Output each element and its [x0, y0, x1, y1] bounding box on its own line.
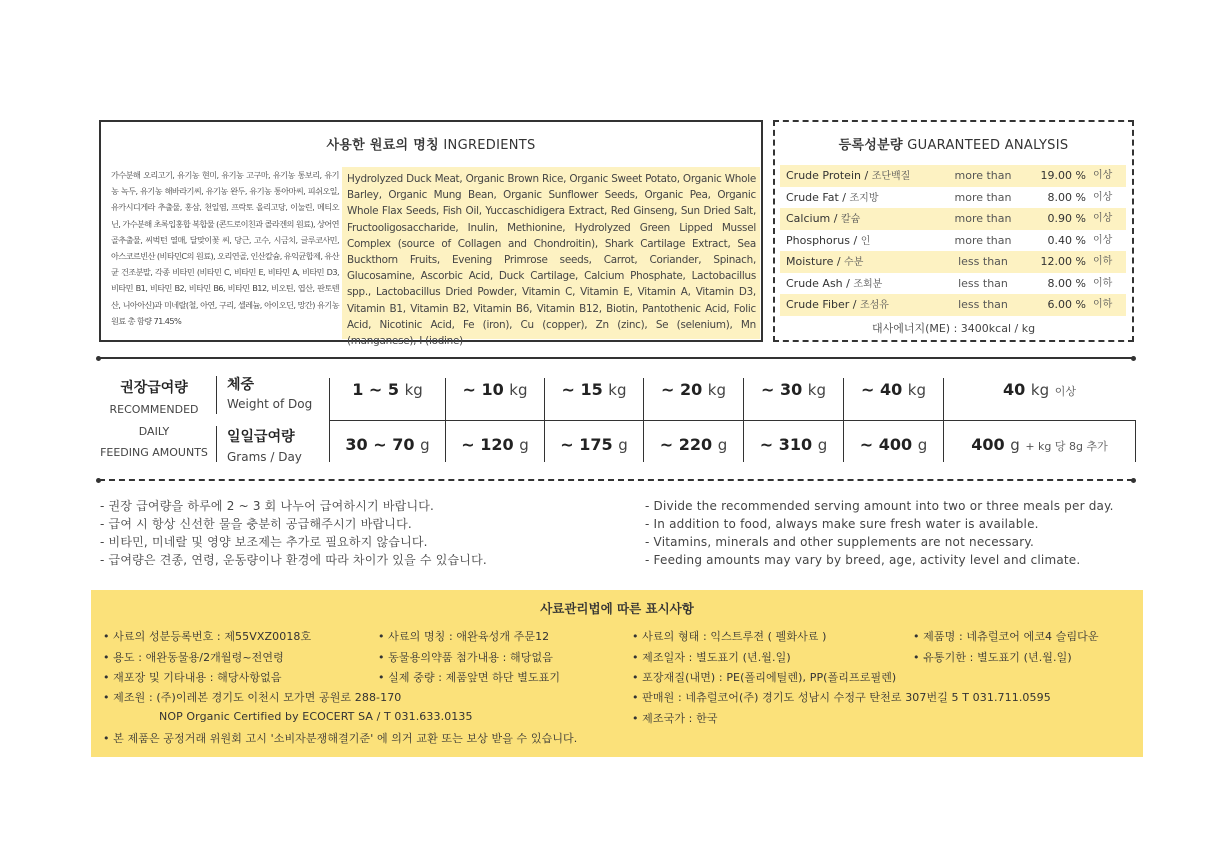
ingredients-title-ko: 사용한 원료의 명칭 — [326, 138, 439, 153]
analysis-unit: 이상 — [1093, 170, 1113, 181]
grams-cell: 30 ~ 70 g — [345, 435, 430, 454]
analysis-name: Crude Fat — [786, 190, 839, 204]
analysis-unit: 이하 — [1093, 256, 1113, 267]
weight-cell: ~ 15 kg — [561, 380, 627, 399]
label-item: • 동물용의약품 첨가내용 : 해당없음 — [378, 651, 553, 664]
separator-dot-right — [1131, 478, 1136, 483]
divider — [1135, 420, 1136, 462]
label-item: • 제조국가 : 한국 — [632, 712, 718, 725]
analysis-comparator: less than — [958, 276, 1008, 290]
guaranteed-analysis-box — [773, 120, 1134, 342]
analysis-name-ko: 조회분 — [853, 278, 883, 290]
analysis-name-ko: 인 — [860, 235, 871, 247]
label-item: • 재포장 및 기타내용 : 해당사항없음 — [103, 671, 282, 684]
analysis-unit: 이상 — [1093, 234, 1113, 246]
note-en: - Feeding amounts may vary by breed, age, activity level and climate. — [645, 553, 1081, 567]
analysis-value: 12.00 % — [1040, 255, 1086, 268]
analysis-title-en: GUARANTEED ANALYSIS — [907, 138, 1069, 153]
analysis-name: Crude Ash — [786, 276, 843, 290]
grams-cell: ~ 310 g — [759, 435, 828, 454]
label-item: • 유통기한 : 별도표기 (년.월.일) — [913, 651, 1072, 664]
analysis-table — [780, 165, 1126, 316]
separator-dot-right — [1131, 356, 1136, 361]
label-item: • 제조일자 : 별도표기 (년.월.일) — [632, 651, 791, 664]
label-item: • 사료의 형태 : 익스트루젼 ( 펠화사료 ) — [632, 630, 827, 643]
analysis-name-ko: 조지방 — [849, 192, 879, 204]
grams-cell: 400 g + kg 당 8g 추가 — [971, 435, 1108, 454]
label-item: • 사료의 명칭 : 애완육성개 주문12 — [378, 630, 550, 643]
analysis-value: 0.90 % — [1047, 212, 1086, 225]
note-ko: - 급여 시 항상 신선한 물을 충분히 공급해주시기 바랍니다. — [100, 517, 412, 531]
weight-cell: 1 ~ 5 kg — [352, 380, 423, 399]
note-ko: - 비타민, 미네랄 및 영양 보조제는 추가로 필요하지 않습니다. — [100, 535, 428, 549]
grams-cell: ~ 175 g — [560, 435, 628, 454]
analysis-value: 6.00 % — [1047, 298, 1086, 311]
analysis-name: Moisture — [786, 255, 834, 268]
analysis-name: Phosphorus — [786, 233, 850, 247]
label-item: NOP Organic Certified by ECOCERT SA / T 031.633.0135 — [159, 710, 473, 723]
label-item: • 판매원 : 네츄럴코어(주) 경기도 성남시 수정구 탄천로 307번길 5 T 031.711.0595 — [632, 691, 1051, 704]
separator-dashed — [99, 479, 1133, 481]
feeding-label-en-1: RECOMMENDED — [109, 403, 199, 416]
analysis-row: Crude Fat / 조지방 more than 8.00 % 이상 — [780, 187, 1126, 209]
label-item: • 제조원 : (주)이레본 경기도 이천시 모가면 공원로 288-170 — [103, 691, 402, 704]
analysis-row: Crude Fiber / 조섬유 less than 6.00 % 이하 — [780, 294, 1126, 316]
separator-solid — [99, 357, 1133, 359]
analysis-value: 19.00 % — [1040, 169, 1086, 182]
weight-cell: ~ 30 kg — [760, 380, 827, 399]
analysis-name: Calcium — [786, 212, 831, 225]
ingredients-title — [101, 134, 761, 153]
label-item: • 본 제품은 공정거래 위원회 고시 '소비자분쟁해결기준' 에 의거 교환 또는 보상 받을 수 있습니다. — [103, 732, 578, 745]
analysis-row: Crude Protein / 조단백질 more than 19.00 % 이상 — [780, 165, 1126, 187]
weight-label-en: Weight of Dog — [227, 397, 313, 411]
analysis-name: Crude Fiber — [786, 298, 850, 311]
analysis-value: 8.00 % — [1047, 276, 1086, 290]
analysis-comparator: more than — [954, 212, 1012, 225]
analysis-name-ko: 조섬유 — [859, 300, 889, 311]
note-ko: - 급여량은 견종, 연령, 운동량이나 환경에 따라 차이가 있을 수 있습니다. — [100, 553, 487, 567]
weight-cell: ~ 10 kg — [462, 380, 528, 399]
note-en: - Divide the recommended serving amount into two or three meals per day. — [645, 499, 1114, 513]
analysis-unit: 이상 — [1093, 191, 1113, 203]
feeding-label-en-2: DAILY — [138, 425, 170, 438]
ingredients-box — [99, 120, 763, 348]
analysis-unit: 이하 — [1093, 277, 1113, 289]
analysis-comparator: more than — [954, 233, 1012, 247]
analysis-value: 8.00 % — [1047, 190, 1086, 204]
grams-cell: ~ 120 g — [461, 435, 529, 454]
analysis-name: Crude Protein — [786, 169, 861, 182]
analysis-unit: 이상 — [1093, 213, 1113, 224]
legal-label-title: 사료관리법에 따른 표시사항 — [540, 601, 694, 616]
analysis-row: Moisture / 수분 less than 12.00 % 이하 — [780, 251, 1126, 273]
metabolic-energy: 대사에너지(ME) : 3400kcal / kg — [871, 322, 1036, 335]
feeding-label-en-3: FEEDING AMOUNTS — [100, 446, 208, 459]
grams-cell: ~ 220 g — [659, 435, 728, 454]
ingredients-en-panel — [342, 167, 760, 348]
notes-ko — [100, 497, 640, 569]
analysis-comparator: less than — [958, 298, 1008, 311]
analysis-comparator: more than — [954, 190, 1012, 204]
analysis-name-ko: 수분 — [844, 257, 864, 268]
grams-label-ko: 일일급여량 — [227, 429, 295, 445]
analysis-title-ko: 등록성분량 — [838, 138, 903, 153]
weight-cell: 40 kg 이상 — [1003, 380, 1076, 399]
analysis-comparator: more than — [954, 169, 1012, 182]
label-item: • 용도 : 애완동물용/2개월령~전연령 — [103, 651, 284, 664]
label-item: • 사료의 성분등록번호 : 제55VXZ0018호 — [103, 630, 312, 643]
label-item: • 제품명 : 네츄럴코어 에코4 슬림다운 — [913, 630, 1099, 643]
feeding-table — [92, 368, 1137, 468]
note-en: - In addition to food, always make sure fresh water is available. — [645, 517, 1039, 531]
feeding-label-ko: 권장급여량 — [120, 380, 188, 396]
analysis-value: 0.40 % — [1047, 233, 1086, 247]
row-divider — [329, 420, 1135, 421]
weight-label-ko: 체중 — [227, 377, 255, 393]
analysis-name-ko: 조단백질 — [871, 171, 911, 182]
analysis-row: Calcium / 칼슘 more than 0.90 % 이상 — [780, 208, 1126, 230]
legal-label-box — [91, 590, 1143, 757]
divider — [216, 376, 217, 414]
analysis-row: Crude Ash / 조회분 less than 8.00 % 이하 — [780, 273, 1126, 295]
ingredients-text-en: Hydrolyzed Duck Meat, Organic Brown Rice, Organic Sweet Potato, Organic Whole Barley, Organic Mung Bean, Organic Sunflower Seeds, Organic Pea, Organic Whole Flax Seeds, Fish Oil, Yuccaschidigera Extract, Red Ginseng, Sun Dried Salt, Fructooligosaccharide, Inulin, Methionine, Hydrolyzed Green Lipped Mussel Complex (source of Collagen and Chondroitin), Shark Cartilage Extract, Sea Buckthorn Fruits, Evening Primrose seeds, Carrot, Coriander, Spinach, Glucosamine, Ascorbic Acid, Duck Cartilage, Calcium Phosphate, Lactobacillus spp., Lactobacillus Dried Powder, Vitamin C, Vitamin E, Vitamin A, Vitamin D3, Vitamin B1, Vitamin B2, Vitamin B6, Vitamin B12, Biotin, Pantothenic Acid, Folic Acid, Nicotinic Acid, Fe (iron), Cu (copper), Zn (zinc), Se (selenium), Mn (manganese), I (iodine) — [347, 173, 756, 348]
analysis-title — [775, 134, 1132, 153]
analysis-name-ko: 칼슘 — [840, 214, 861, 225]
notes-en — [645, 497, 1145, 569]
analysis-unit: 이하 — [1093, 299, 1113, 310]
label-item: • 포장재질(내면) : PE(폴리에틸렌), PP(폴리프로필렌) — [632, 671, 897, 684]
ingredients-title-en: INGREDIENTS — [443, 138, 536, 153]
ingredients-text-ko: 가수분해 오리고기, 유기농 현미, 유기농 고구마, 유기농 통보리, 유기농 녹두, 유기농 해바라기씨, 유기농 완두, 유기농 통아마씨, 피쉬오일, 유카시디게라 추출물, 홍삼, 천일염, 프락토 올리고당, 이눌린, 메티오닌, 가수분해 초록입홍합 복합물 (콘드로이친과 콜라겐의 원료), 상어연골추출물, 씨벅턴 열매, 달맞이꽃 씨, 당근, 고수, 시금치, 글루코사민, 아스코르빈산 (비타민C의 원료), 오리연골, 인산칼슘, 유익균합제, 유산균 건조분말, 각종 비타민 (비타민 C, 비타민 E, 비타민 A, 비타민 D3, 비타민 B1, 비타민 B2, 비타민 B6, 비타민 B12, 비오틴, 엽산, 판토텐산, 니아아신)과 미네랄(철, 아연, 구리, 셀레늄, 아이오딘, 망간) 유기농 원료 총 함량 71.45% — [111, 170, 339, 326]
note-ko: - 권장 급여량을 하루에 2 ~ 3 회 나누어 급여하시기 바랍니다. — [100, 499, 435, 513]
label-item: • 실제 중량 : 제품앞면 하단 별도표기 — [378, 671, 561, 684]
analysis-row: Phosphorus / 인 more than 0.40 % 이상 — [780, 230, 1126, 252]
weight-cell: ~ 40 kg — [860, 380, 927, 399]
analysis-comparator: less than — [958, 255, 1008, 268]
grams-cell: ~ 400 g — [859, 435, 928, 454]
note-en: - Vitamins, minerals and other supplements are not necessary. — [645, 535, 1034, 549]
weight-cell: ~ 20 kg — [660, 380, 727, 399]
divider — [216, 426, 217, 462]
grams-label-en: Grams / Day — [227, 450, 302, 464]
